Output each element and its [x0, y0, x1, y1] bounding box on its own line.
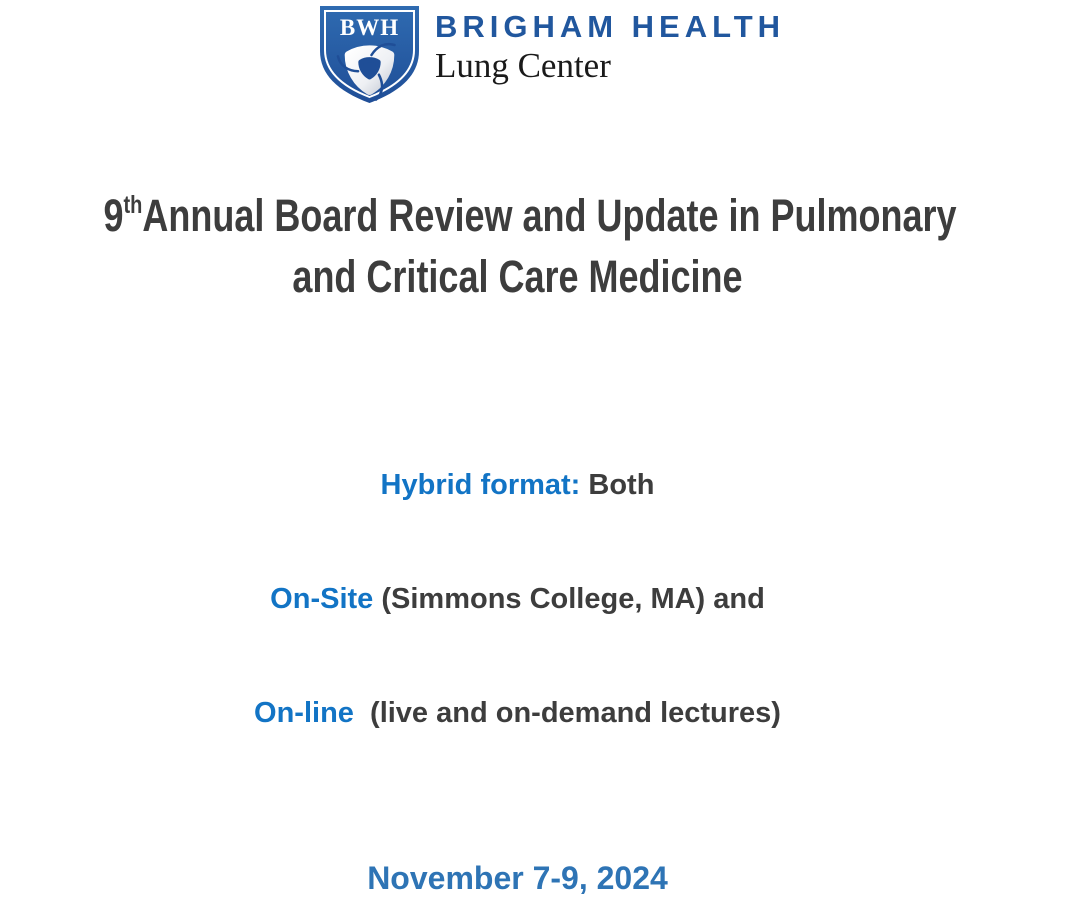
- format-highlight: On-Site: [270, 583, 374, 615]
- format-highlight: On-line: [254, 697, 354, 729]
- event-title-line1: [103, 189, 957, 250]
- format-line-onsite: [0, 580, 1035, 618]
- format-line-online: [0, 694, 1035, 732]
- event-date: November 7-9, 2024: [367, 860, 668, 896]
- format-info: [0, 390, 1035, 808]
- format-text: (live and on-demand lectures): [353, 697, 781, 729]
- brand-division: Lung Center: [434, 46, 611, 86]
- shield-monogram: BWH: [339, 15, 400, 40]
- brand-name: BRIGHAM HEALTH: [434, 9, 786, 44]
- bwh-shield-icon: [316, 4, 423, 105]
- title-number: 9: [103, 190, 124, 241]
- format-highlight: Hybrid format:: [380, 469, 581, 501]
- title-line1-text: Annual Board Review and Update in Pulmonary: [142, 190, 957, 241]
- format-line-hybrid: [0, 466, 1035, 504]
- event-title-line2: and Critical Care Medicine: [292, 251, 743, 302]
- title-ordinal-suffix: th: [123, 191, 143, 219]
- event-title: [103, 189, 957, 304]
- brand-text: [435, 4, 785, 86]
- brand-logo: [33, 0, 1068, 105]
- format-text: (Simmons College, MA) and: [373, 583, 765, 615]
- format-text: Both: [580, 469, 655, 501]
